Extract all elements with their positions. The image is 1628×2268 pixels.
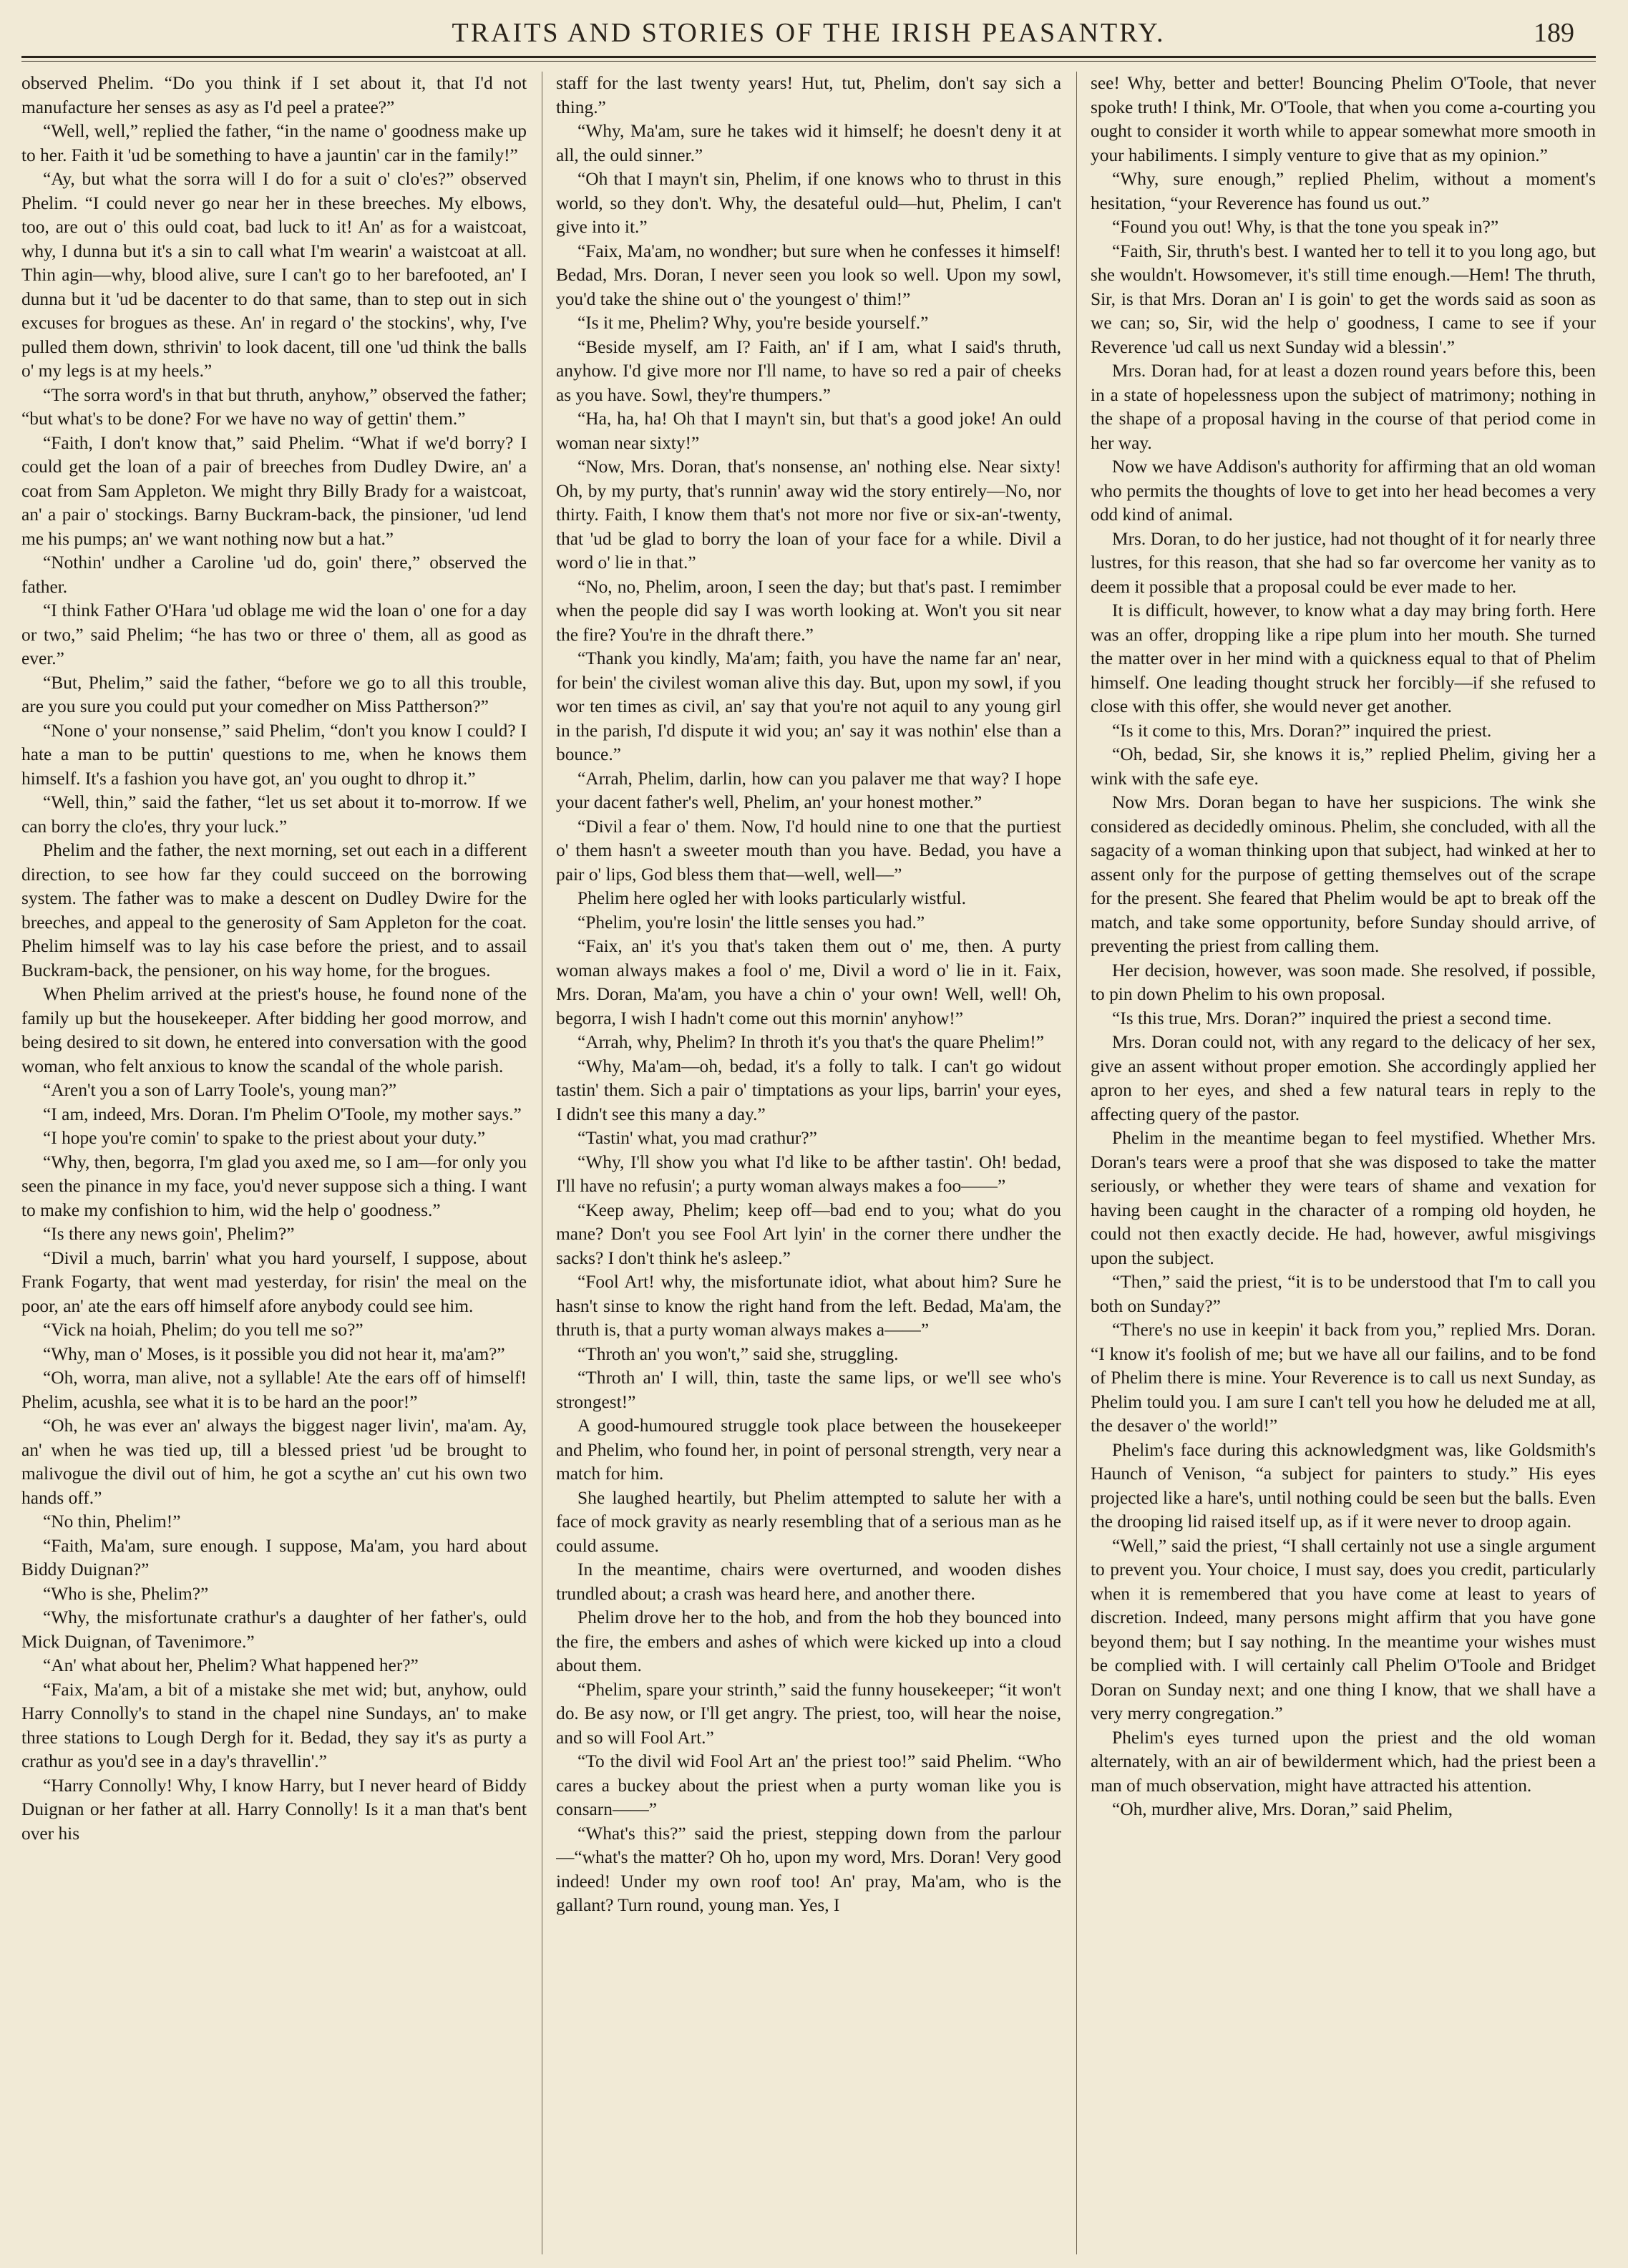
column-divider [1076, 72, 1077, 2254]
paragraph: “Vick na hoiah, Phelim; do you tell me so?” [43, 1320, 364, 1340]
paragraph: “Faix, Ma'am, a bit of a mistake she met wid; but, anyhow, ould Harry Connolly's to stand in the chapel nine Sundays, an' to make three stations to Lough Dergh for it. Bedad, they say it's as purty a crathur as you'd see in a day's thravellin'.” [21, 1679, 527, 1771]
paragraph: “Beside myself, am I? Faith, an' if I am, what I said's thruth, anyhow. I'd give more nor I'll name, to have so red a pair of cheeks as you have. Sowl, they're thumpers.” [556, 336, 1061, 405]
paragraph: observed Phelim. “Do you think if I set about it, that I'd not manufacture her senses as asy as I'd peel a pratee?” [21, 73, 527, 117]
paragraph: Now Mrs. Doran began to have her suspicions. The wink she considered as decidedly ominous. Phelim, she concluded, with all the sagacity of a woman thinking upon that subject, had winked at her to assent only for the purpose of getting themselves out of the scrape for the present. She feared that Phelim would be apt to break off the match, and take some opportunity, before Sunday should arrive, of preventing the priest from calling them. [1091, 792, 1596, 956]
paragraph: “Phelim, spare your strinth,” said the funny housekeeper; “it won't do. Be asy now, or I'll get angry. The priest, too, will hear the noise, and so will Fool Art.” [556, 1679, 1061, 1748]
paragraph: “Why, man o' Moses, is it possible you did not hear it, ma'am?” [43, 1343, 505, 1364]
paragraph: It is difficult, however, to know what a day may bring forth. Here was an offer, dropping like a ripe plum into her mouth. She turned the matter over in her mind with a quickness equal to that of Phelim himself. One leading thought struck her forcibly—if she refused to close with this offer, she would never get another. [1091, 600, 1596, 716]
paragraph: “Then,” said the priest, “it is to be understood that I'm to call you both on Sunday?” [1091, 1272, 1596, 1316]
paragraph: When Phelim arrived at the priest's house, he found none of the family up but the housekeeper. After bidding her good morrow, and being desired to sit down, he entered into conversation with the good woman, who felt anxious to know the scandal of the whole parish. [21, 984, 527, 1076]
page-number: 189 [1534, 18, 1574, 48]
paragraph: “Harry Connolly! Why, I know Harry, but I never heard of Biddy Duignan or her father at all. Harry Connolly! Is it a man that's bent over his [21, 1775, 527, 1844]
paragraph: “None o' your nonsense,” said Phelim, “don't you know I could? I hate a man to be puttin' questions to me, when he knows them himself. It's a fashion you have got, an' you ought to dhrop it.” [21, 720, 527, 789]
paragraph: “Phelim, you're losin' the little senses you had.” [577, 912, 925, 933]
paragraph: “An' what about her, Phelim? What happened her?” [43, 1655, 419, 1675]
paragraph: “Divil a much, barrin' what you hard yourself, I suppose, about Frank Fogarty, that went mad yesterday, for risin' the meal on the poor, an' ate the ears off himself afore anybody could see him. [21, 1247, 527, 1316]
paragraph: “Why, I'll show you what I'd like to be afther tastin'. Oh! bedad, I'll have no refusin'; a purty woman always makes a foo——” [556, 1152, 1061, 1196]
column-left [21, 72, 527, 2254]
running-title: TRAITS AND STORIES OF THE IRISH PEASANTRY. [452, 18, 1166, 48]
paragraph: “Thank you kindly, Ma'am; faith, you have the name far an' near, for bein' the civilest woman alive this day. But, upon my sowl, if you wor ten times as civil, an' say that you're not aquil to any young girl in the parish, I'd dispute it wid you; an' say it was nothin' else than a bounce.” [556, 648, 1061, 764]
paragraph: In the meantime, chairs were overturned, and wooden dishes trundled about; a crash was heard here, and another there. [556, 1559, 1061, 1604]
paragraph: “What's this?” said the priest, stepping down from the parlour—“what's the matter? Oh ho, upon my word, Mrs. Doran! Very good indeed! Under my own roof too! An' pray, Ma'am, who is the gallant? Turn round, young man. Yes, I [556, 1823, 1061, 1915]
paragraph: Phelim in the meantime began to feel mystified. Whether Mrs. Doran's tears were a proof that she was disposed to take the matter seriously, or whether they were tears of shame and vexation for having been caught in the character of a romping old hoyden, he could not then exactly decide. He had, however, awful misgivings upon the subject. [1091, 1128, 1596, 1268]
text-columns [21, 72, 1596, 2254]
paragraph: “Is it come to this, Mrs. Doran?” inquired the priest. [1112, 720, 1492, 741]
paragraph: “Oh, worra, man alive, not a syllable! Ate the ears off of himself! Phelim, acushla, see what it is to be hard an the poor!” [21, 1368, 527, 1412]
paragraph: “Why, Ma'am—oh, bedad, it's a folly to talk. I can't go widout tastin' them. Sich a pair o' timptations as your lips, barrin' your eyes, I didn't see this many a day.” [556, 1056, 1061, 1124]
paragraph: A good-humoured struggle took place between the housekeeper and Phelim, who found her, in point of personal strength, very near a match for him. [556, 1416, 1061, 1484]
paragraph: “Oh that I mayn't sin, Phelim, if one knows who to thrust in this world, so they don't. Why, the desateful ould—hut, Phelim, I can't give into it.” [556, 169, 1061, 237]
paragraph: Now we have Addison's authority for affirming that an old woman who permits the thoughts of love to get into her head becomes a very odd kind of animal. [1091, 457, 1596, 525]
paragraph: “Is there any news goin', Phelim?” [43, 1224, 295, 1244]
paragraph: “Oh, he was ever an' always the biggest nager livin', ma'am. Ay, an' when he was tied up, till a blessed priest 'ud be brought to malivogue the divil out of him, he got a scythe an' cut his own two hands off.” [21, 1416, 527, 1508]
paragraph: “But, Phelim,” said the father, “before we go to all this trouble, are you sure you could put your comedher on Miss Pattherson?” [21, 672, 527, 716]
paragraph: Mrs. Doran had, for at least a dozen round years before this, been in a state of hopelessness upon the subject of matrimony; nothing in the shape of a proposal having in the course of that period come in her way. [1091, 361, 1596, 453]
paragraph: “Ay, but what the sorra will I do for a suit o' clo'es?” observed Phelim. “I could never go near her in these breeches. My elbows, too, are out o' this ould coat, bad luck to it! An' as for a waistcoat, why, I dunna but it's a sin to call what I'm wearin' a waistcoat at all. Thin agin—why, blood alive, sure I can't go to her barefooted, an' I dunna but it 'ud be dacenter to do that same, than to step out in sich excuses for brogues as these. An' in regard o' the stockins', why, I've pulled them down, sthrivin' to look dacent, till one 'ud think the balls o' my legs is at my heels.” [21, 169, 527, 381]
paragraph: “Throth an' I will, thin, taste the same lips, or we'll see who's strongest!” [556, 1368, 1061, 1412]
paragraph: Her decision, however, was soon made. She resolved, if possible, to pin down Phelim to his own proposal. [1091, 960, 1596, 1004]
paragraph: “Arrah, Phelim, darlin, how can you palaver me that way? I hope your dacent father's well, Phelim, an' your honest mother.” [556, 768, 1061, 812]
paragraph: “Why, the misfortunate crathur's a daughter of her father's, ould Mick Duignan, of Tavenimore.” [21, 1607, 527, 1652]
paragraph: see! Why, better and better! Bouncing Phelim O'Toole, that never spoke truth! I think, Mr. O'Toole, that when you come a-courting you ought to consider it worth while to appear somewhat more smooth in your habiliments. I simply venture to give that as my opinion.” [1091, 73, 1596, 165]
paragraph: Phelim drove her to the hob, and from the hob they bounced into the fire, the embers and ashes of which were kicked up into a cloud about them. [556, 1607, 1061, 1675]
paragraph: Phelim's face during this acknowledgment was, like Goldsmith's Haunch of Venison, “a subject for painters to study.” His eyes projected like a hare's, until nothing could be seen but the balls. Even the drooping lid raised itself up, as if it were never to droop again. [1091, 1439, 1596, 1532]
paragraph: “Fool Art! why, the misfortunate idiot, what about him? Sure he hasn't sinse to know the right hand from the left. Bedad, Ma'am, the thruth is, that a purty woman always makes a——” [556, 1272, 1061, 1340]
paragraph: “Faix, an' it's you that's taken them out o' me, then. A purty woman always makes a fool o' me, Divil a word o' lie in it. Faix, Mrs. Doran, Ma'am, you have a chin o' your own! Well, well! Oh, begorra, I wish I hadn't come out this mornin' anyhow!” [556, 936, 1061, 1028]
paragraph: “Is it me, Phelim? Why, you're beside yourself.” [577, 313, 929, 333]
paragraph: “I hope you're comin' to spake to the priest about your duty.” [43, 1128, 486, 1148]
paragraph: “The sorra word's in that but thruth, anyhow,” observed the father; “but what's to be done? For we have no way of gettin' them.” [21, 384, 527, 429]
paragraph: “Arrah, why, Phelim? In throth it's you that's the quare Phelim!” [577, 1032, 1044, 1052]
paragraph: “Faith, Ma'am, sure enough. I suppose, Ma'am, you hard about Biddy Duignan?” [21, 1535, 527, 1580]
paragraph: “No thin, Phelim!” [43, 1512, 181, 1532]
paragraph: “Well,” said the priest, “I shall certainly not use a single argument to prevent you. Your choice, I must say, does you credit, particularly when it is remembered that you have come at least to years of discretion. Indeed, many persons might affirm that you have gone beyond them; but I say nothing. In the meantime your wishes must be complied with. I will certainly call Phelim O'Toole and Bridget Doran on Sunday next; and one thing I know, that we shall have a very merry congregation.” [1091, 1535, 1596, 1723]
paragraph: “Faith, Sir, thruth's best. I wanted her to tell it to you long ago, but she wouldn't. Howsomever, it's still time enough.—Hem! The thruth, Sir, is that Mrs. Doran an' I is goin' to get the words said as soon as we can; so, Sir, wid the help o' goodness, I came to see if your Reverence 'ud call us next Sunday wid a blessin'.” [1091, 240, 1596, 357]
paragraph: staff for the last twenty years! Hut, tut, Phelim, don't say sich a thing.” [556, 73, 1061, 117]
paragraph: Phelim here ogled her with looks particularly wistful. [577, 888, 966, 908]
paragraph: “Nothin' undher a Caroline 'ud do, goin' there,” observed the father. [21, 553, 527, 597]
paragraph: She laughed heartily, but Phelim attempted to salute her with a face of mock gravity as nearly resembling that of a serious man as he could assume. [556, 1487, 1061, 1556]
paragraph: “To the divil wid Fool Art an' the priest too!” said Phelim. “Who cares a buckey about the priest when a purty woman like you is consarn——” [556, 1751, 1061, 1819]
paragraph: Mrs. Doran could not, with any regard to the delicacy of her sex, give an assent without proper emotion. She accordingly applied her apron to her eyes, and shed a few natural tears in reply to the affecting query of the pastor. [1091, 1032, 1596, 1124]
paragraph: “Found you out! Why, is that the tone you speak in?” [1112, 217, 1499, 237]
paragraph: “Tastin' what, you mad crathur?” [577, 1128, 817, 1148]
paragraph: “Oh, murdher alive, Mrs. Doran,” said Phelim, [1112, 1799, 1453, 1819]
paragraph: “Now, Mrs. Doran, that's nonsense, an' nothing else. Near sixty! Oh, by my purty, that's runnin' away wid the story entirely—No, nor thirty. Faith, I know them that's not more nor five or six-an'-twenty, that 'ud be glad to borry the loan of your face for a while. Divil a word o' lie in that.” [556, 457, 1061, 573]
header-rule-thin [21, 61, 1596, 62]
paragraph: Mrs. Doran, to do her justice, had not thought of it for nearly three lustres, for this reason, that she had so far overcome her vanity as to deem it possible that a proposal could be ever made to her. [1091, 528, 1596, 597]
header-rule-thick [21, 56, 1596, 58]
column-right [1091, 72, 1596, 2254]
paragraph: “Faith, I don't know that,” said Phelim. “What if we'd borry? I could get the loan of a pair of breeches from Dudley Dwire, an' a coat from Sam Appleton. We might thry Billy Brady for a waistcoat, an' a pair o' stockings. Barny Buckram-back, the pinsioner, 'ud lend me his pumps; an' we want nothing now but a hat.” [21, 432, 527, 549]
paragraph: “Faix, Ma'am, no wondher; but sure when he confesses it himself! Bedad, Mrs. Doran, I never seen you look so well. Upon my sowl, you'd take the shine out o' the youngest o' thim!” [556, 240, 1061, 309]
paragraph: “No, no, Phelim, aroon, I seen the day; but that's past. I remimber when the people did say I was worth looking at. Won't you sit near the fire? You're in the dhraft there.” [556, 576, 1061, 645]
column-middle [556, 72, 1061, 2254]
paragraph: Phelim's eyes turned upon the priest and the old woman alternately, with an air of bewilderment which, had the priest been a man of much observation, might have attracted his attention. [1091, 1727, 1596, 1796]
paragraph: “I think Father O'Hara 'ud oblage me wid the loan o' one for a day or two,” said Phelim; “he has two or three o' them, all as good as ever.” [21, 600, 527, 668]
paragraph: “Why, Ma'am, sure he takes wid it himself; he doesn't deny it at all, the ould sinner.” [556, 121, 1061, 165]
paragraph: “Well, well,” replied the father, “in the name o' goodness make up to her. Faith it 'ud be something to have a jauntin' car in the family!” [21, 121, 527, 165]
paragraph: Phelim and the father, the next morning, set out each in a different direction, to see how far they could succeed on the borrowing system. The father was to make a descent on Dudley Dwire for the breeches, and appeal to the generosity of Sam Appleton for the coat. Phelim himself was to lay his case before the priest, and to assail Buckram-back, the pensioner, on his way home, for the brogues. [21, 840, 527, 980]
paragraph: “Divil a fear o' them. Now, I'd hould nine to one that the purtiest o' them hasn't a sweeter mouth than you have. Bedad, you have a pair o' lips, God bless them that—well, well—” [556, 816, 1061, 885]
paragraph: “Keep away, Phelim; keep off—bad end to you; what do you mane? Don't you see Fool Art lyin' in the corner there undher the sacks? I don't think he's asleep.” [556, 1199, 1061, 1268]
page-header [21, 13, 1596, 63]
paragraph: “Oh, bedad, Sir, she knows it is,” replied Phelim, giving her a wink with the safe eye. [1091, 744, 1596, 789]
paragraph: “Who is she, Phelim?” [43, 1583, 209, 1604]
paragraph: “Well, thin,” said the father, “let us set about it to-morrow. If we can borry the clo'es, thry your luck.” [21, 792, 527, 837]
paragraph: “There's no use in keepin' it back from you,” replied Mrs. Doran. “I know it's foolish of me; but we have all our failins, and to be fond of Phelim there is mine. Your Reverence is to call us next Sunday, as Phelim tould you. I am sure I can't tell you how he deluded me at all, the desaver o' the world!” [1091, 1320, 1596, 1436]
paragraph: “Aren't you a son of Larry Toole's, young man?” [43, 1080, 397, 1100]
paragraph: “Throth an' you won't,” said she, struggling. [577, 1343, 899, 1364]
paragraph: “Is this true, Mrs. Doran?” inquired the priest a second time. [1112, 1008, 1552, 1028]
paragraph: “Ha, ha, ha! Oh that I mayn't sin, but that's a good joke! An ould woman near sixty!” [556, 409, 1061, 453]
paragraph: “Why, sure enough,” replied Phelim, without a moment's hesitation, “your Reverence has found us out.” [1091, 169, 1596, 213]
paragraph: “Why, then, begorra, I'm glad you axed me, so I am—for only you seen the pinance in my face, you'd never suppose sich a thing. I want to make my confishion to him, wid the help o' goodness.” [21, 1152, 527, 1220]
paragraph: “I am, indeed, Mrs. Doran. I'm Phelim O'Toole, my mother says.” [43, 1104, 522, 1124]
